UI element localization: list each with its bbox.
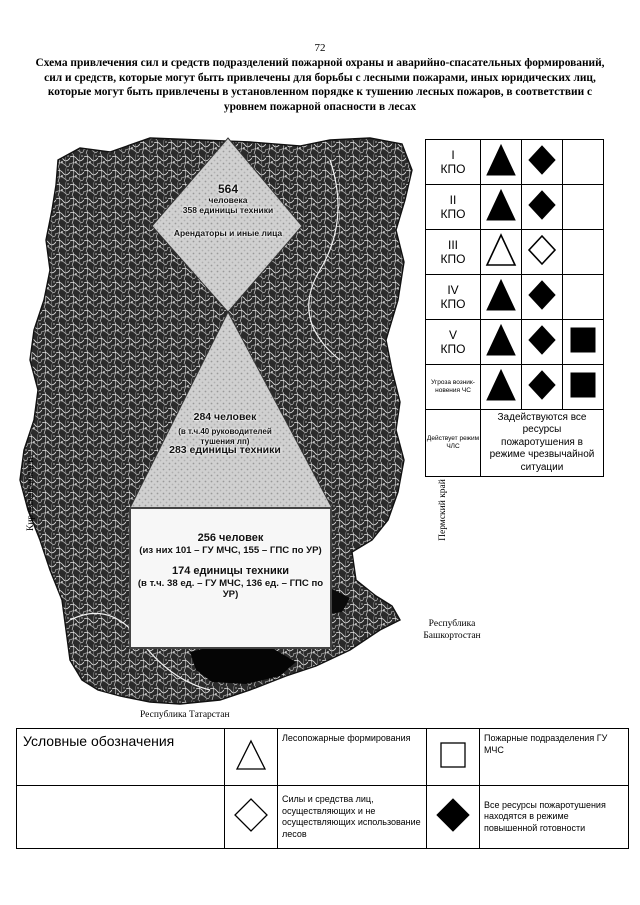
- kpo-icon-cell: [481, 140, 522, 185]
- diamond-count: 564: [217, 182, 239, 196]
- kpo-row: [426, 365, 604, 410]
- diamond-filled-icon: [526, 368, 558, 402]
- legend-diamond-outline-cell: [225, 786, 278, 849]
- map-label-perm: Пермский край: [438, 479, 448, 541]
- kpo-icon-cell: [563, 230, 604, 275]
- diamond-equipment: 358 единицы техники: [182, 205, 274, 215]
- kpo-level-label: [426, 365, 481, 410]
- kpo-roman: V: [448, 328, 457, 342]
- kpo-icon-cell: [563, 275, 604, 320]
- legend-diamond-filled-text: Все ресурсы пожаротушения находятся в режиме повышенной готовности: [480, 786, 629, 849]
- kpo-row: [426, 275, 604, 320]
- triangle-filled-icon: [485, 368, 517, 402]
- kpo-roman: II: [449, 193, 457, 207]
- rectangle-people: 256 человек: [197, 532, 264, 544]
- kpo-label: Угроза возник-новения ЧС: [431, 379, 475, 394]
- page-number: 72: [314, 42, 326, 54]
- square-filled-icon: [567, 323, 599, 357]
- kpo-icon-cell: [522, 320, 563, 365]
- diamond-text: [166, 184, 290, 238]
- kpo-icon-cell: [481, 230, 522, 275]
- map-label-bashkortostan: Республика Башкортостан: [423, 619, 481, 641]
- rectangle-equipment: 174 единицы техники: [171, 565, 290, 577]
- kpo-row: [426, 140, 604, 185]
- kpo-level-label: [426, 185, 481, 230]
- diamond-outline-icon: [526, 233, 558, 267]
- diamond-people: человека: [208, 194, 248, 205]
- legend-diamond-filled-cell: [427, 786, 480, 849]
- legend-table: [16, 728, 629, 849]
- legend-square-cell: [427, 729, 480, 786]
- kpo-label: КПО: [440, 342, 466, 356]
- diamond-note: Арендаторы и иные лица: [173, 227, 283, 238]
- legend-square-text: Пожарные подразделения ГУ МЧС: [480, 729, 629, 786]
- kpo-icon-cell: [563, 140, 604, 185]
- kpo-icon-cell: [522, 140, 563, 185]
- triangle-filled-icon: [485, 143, 517, 177]
- kpo-icon-cell: [563, 185, 604, 230]
- kpo-row-emergency: [426, 410, 604, 477]
- triangle-outline-icon: [235, 738, 267, 772]
- triangle-outline-icon: [485, 233, 517, 267]
- kpo-emergency-desc: Задействуются все ресурсы пожаротушения в режиме чрезвычайной ситуации: [481, 410, 604, 477]
- kpo-row: [426, 185, 604, 230]
- legend-triangle-text: Лесопожарные формирования: [278, 729, 427, 786]
- kpo-icon-cell: [563, 320, 604, 365]
- page-title: Схема привлечения сил и средств подразделений пожарной охраны и аварийно-спасательных формирований, сил и средств, которые могут быть привлечены для борьбы с лесными пожарами, иных юридических лиц, которые могут быть привлечены в установленном порядке к тушению лесных пожаров, в соответствии с уровнем пожарной опасности в лесах: [35, 57, 605, 113]
- rectangle-people-note: (из них 101 – ГУ МЧС, 155 – ГПС по УР): [139, 544, 322, 556]
- kpo-icon-cell: [481, 365, 522, 410]
- triangle-equipment: 283 единицы техники: [169, 444, 281, 457]
- square-filled-icon: [567, 368, 599, 402]
- legend-empty-cell: [17, 786, 225, 849]
- diamond-filled-icon: [435, 797, 471, 833]
- kpo-icon-cell: [522, 230, 563, 275]
- kpo-level-label: [426, 275, 481, 320]
- kpo-level-label: [426, 140, 481, 185]
- kpo-roman: I: [451, 148, 455, 162]
- diamond-filled-icon: [526, 323, 558, 357]
- kpo-icon-cell: [563, 365, 604, 410]
- legend-heading: Условные обозначения: [17, 729, 225, 786]
- kpo-table: [425, 139, 604, 477]
- kpo-icon-cell: [481, 185, 522, 230]
- kpo-level-label: [426, 230, 481, 275]
- kpo-label: КПО: [440, 207, 466, 221]
- legend-diamond-outline-text: Силы и средства лиц, осуществляющих и не осуществляющих использование лесов: [278, 786, 427, 849]
- kpo-icon-cell: [522, 275, 563, 320]
- triangle-people: 284 человек: [193, 411, 257, 423]
- diamond-filled-icon: [526, 143, 558, 177]
- kpo-label: КПО: [440, 297, 466, 311]
- kpo-level-label: [426, 320, 481, 365]
- square-outline-icon: [437, 739, 469, 771]
- kpo-label: КПО: [440, 252, 466, 266]
- triangle-text: [164, 413, 286, 456]
- kpo-roman: IV: [447, 283, 459, 297]
- kpo-icon-cell: [522, 185, 563, 230]
- map-label-kirov: Кировская область: [26, 455, 36, 532]
- legend-triangle-cell: [225, 729, 278, 786]
- triangle-filled-icon: [485, 278, 517, 312]
- kpo-row: [426, 230, 604, 275]
- diamond-filled-icon: [526, 188, 558, 222]
- kpo-emergency-label: Действует режим ЧЛС: [426, 410, 481, 477]
- kpo-icon-cell: [522, 365, 563, 410]
- kpo-icon-cell: [481, 275, 522, 320]
- triangle-filled-icon: [485, 323, 517, 357]
- diamond-outline-icon: [233, 797, 269, 833]
- kpo-roman: III: [447, 238, 458, 252]
- map-label-tatarstan: Республика Татарстан: [140, 710, 230, 720]
- triangle-note: (в т.ч.40 руководителей тушения лп): [178, 426, 272, 446]
- rectangle-equipment-note: (в т.ч. 38 ед. – ГУ МЧС, 136 ед. – ГПС по УР): [137, 577, 324, 600]
- kpo-label: КПО: [440, 162, 466, 176]
- triangle-filled-icon: [485, 188, 517, 222]
- diamond-filled-icon: [526, 278, 558, 312]
- kpo-row: [426, 320, 604, 365]
- rectangle-text: [129, 533, 332, 601]
- kpo-icon-cell: [481, 320, 522, 365]
